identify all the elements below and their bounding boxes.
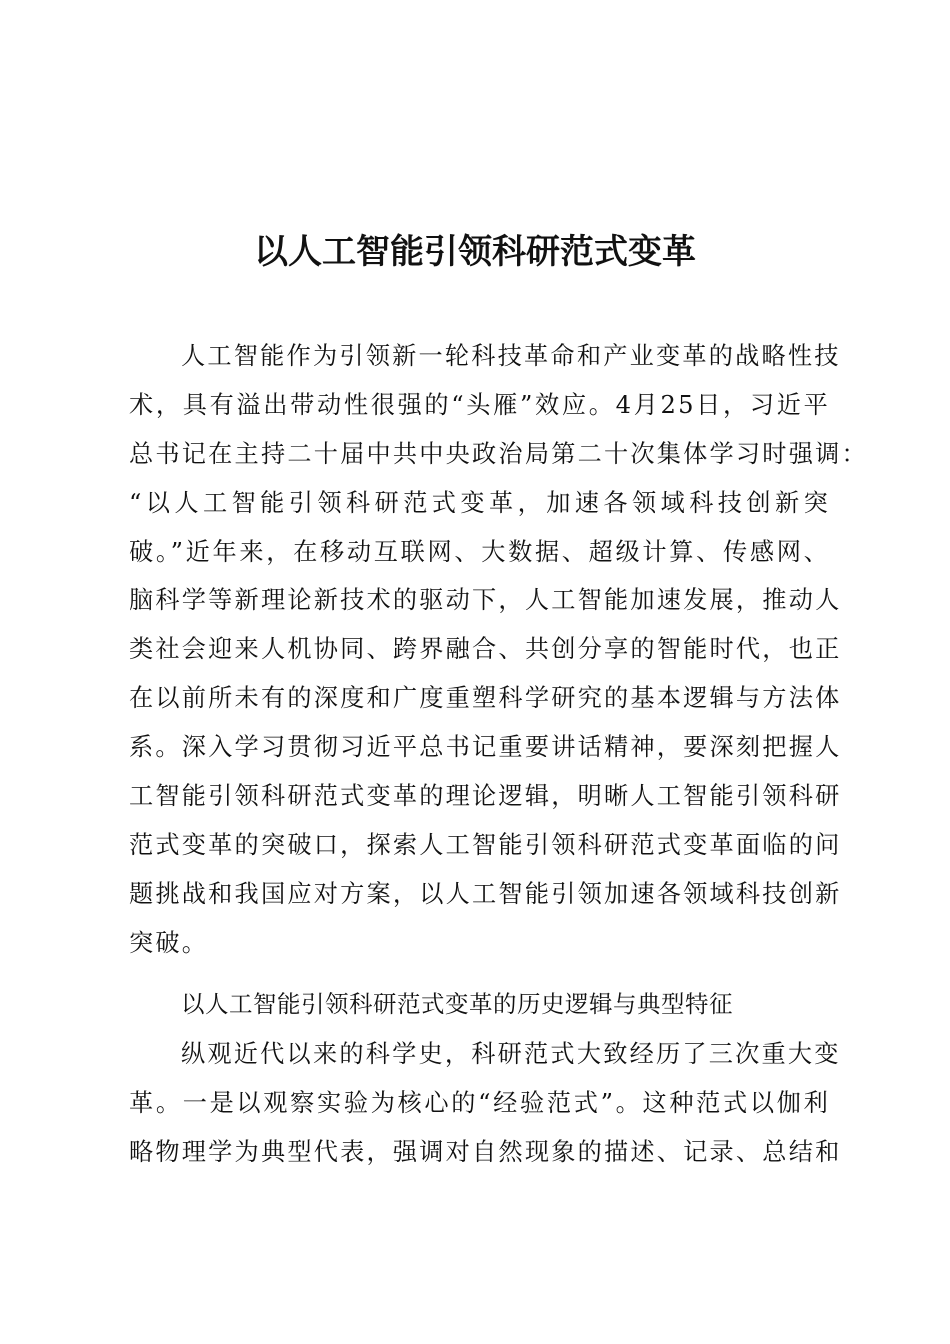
intro-paragraph: [129, 332, 868, 968]
paragraph-line: 类社会迎来人机协同、跨界融合、共创分享的智能时代，也正: [129, 635, 842, 664]
paragraph-line: 术，具有溢出带动性很强的“头雁”效应。4月25日，习近平: [129, 390, 830, 419]
paragraph-line: 革。一是以观察实验为核心的“经验范式”。这种范式以伽利: [129, 1088, 830, 1117]
paragraph-line: 人工智能作为引领新一轮科技革命和产业变革的战略性技: [181, 342, 841, 370]
section-paragraph: [129, 1030, 842, 1177]
paragraph-line: 题挑战和我国应对方案，以人工智能引领加速各领域科技创新: [129, 879, 842, 908]
paragraph-line: 在以前所未有的深度和广度重塑科学研究的基本逻辑与方法体: [129, 684, 842, 713]
paragraph-line: 范式变革的突破口，探索人工智能引领科研范式变革面临的问: [129, 830, 842, 859]
section-heading: 以人工智能引领科研范式变革的历史逻辑与典型特征: [181, 990, 733, 1018]
paragraph-line: 破。”近年来，在移动互联网、大数据、超级计算、传感网、: [129, 537, 830, 566]
paragraph-line: 略物理学为典型代表，强调对自然现象的描述、记录、总结和: [129, 1137, 842, 1166]
paragraph-line: 突破。: [129, 928, 209, 957]
paragraph-line: 总书记在主持二十届中共中央政治局第二十次集体学习时强调：: [129, 439, 868, 468]
paragraph-line: 脑科学等新理论新技术的驱动下，人工智能加速发展，推动人: [129, 586, 842, 615]
paragraph-line: “以人工智能引领科研范式变革，加速各领域科技创新突: [129, 488, 830, 517]
document-title: 以人工智能引领科研范式变革: [254, 232, 696, 272]
paragraph-line: 工智能引领科研范式变革的理论逻辑，明晰人工智能引领科研: [129, 782, 842, 811]
paragraph-line: 系。深入学习贯彻习近平总书记重要讲话精神，要深刻把握人: [129, 733, 842, 762]
paragraph-line: 纵观近代以来的科学史，科研范式大致经历了三次重大变: [181, 1040, 841, 1068]
